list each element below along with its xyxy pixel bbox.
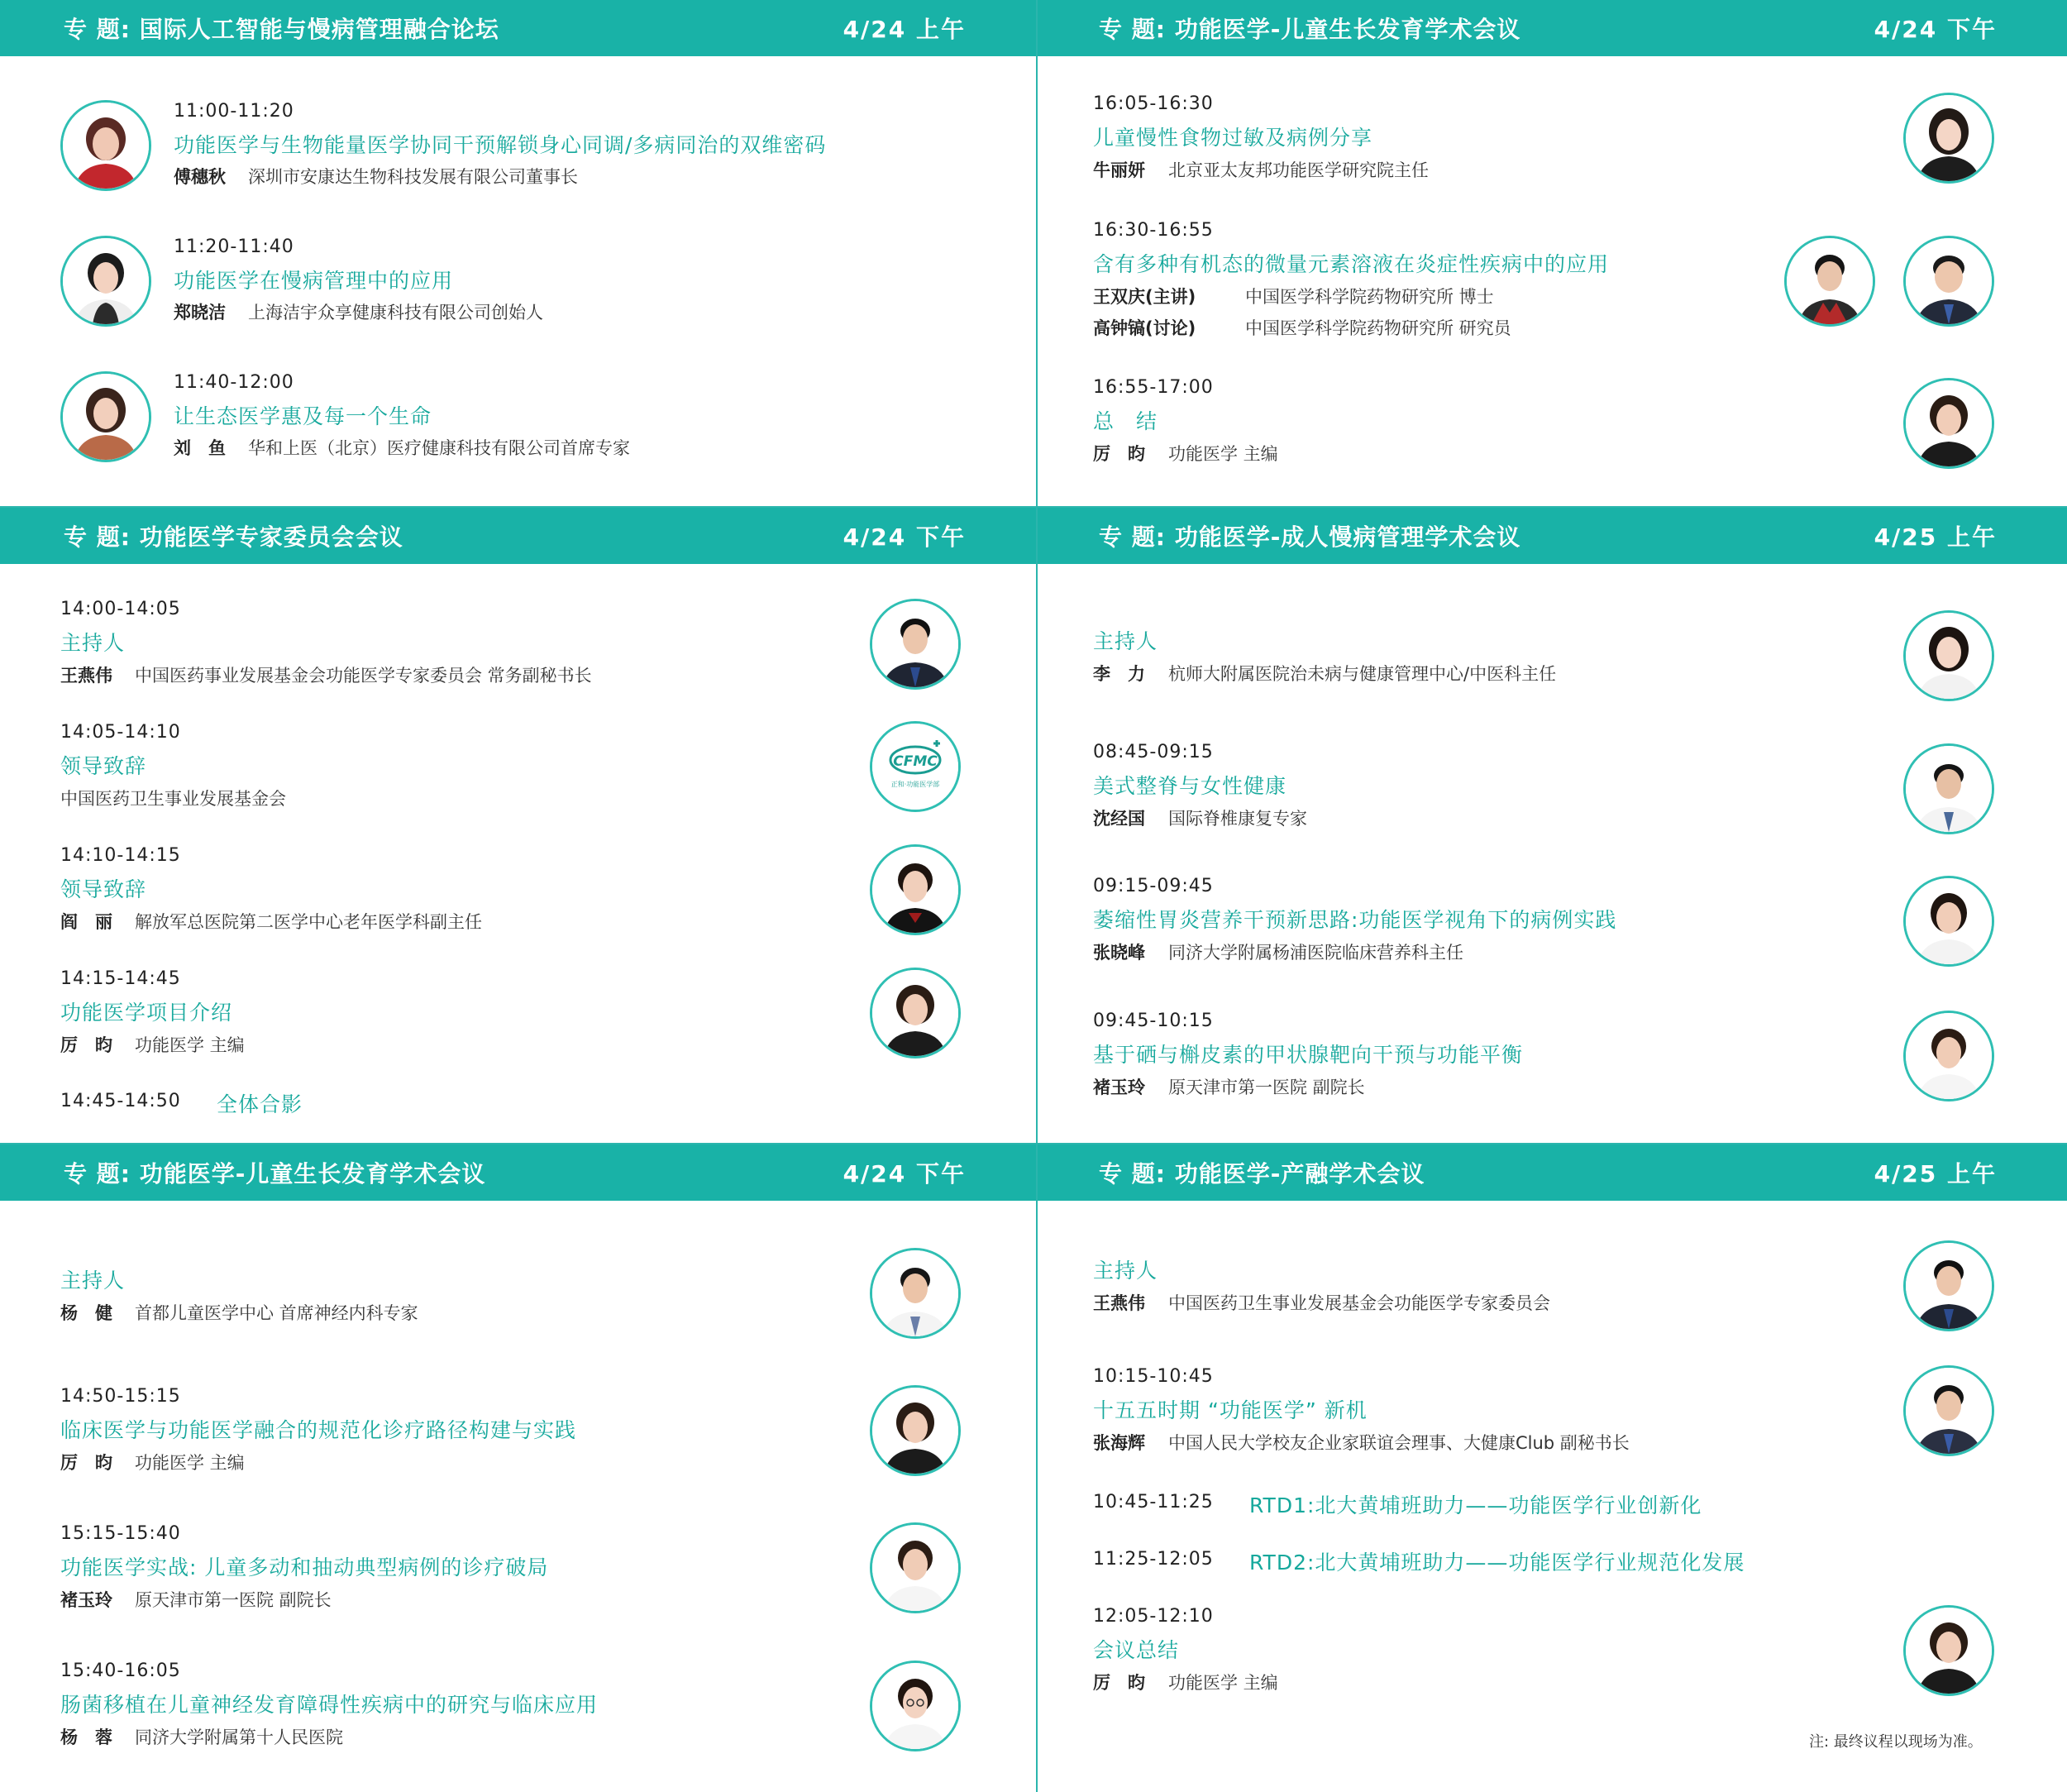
speaker-title: 中国医药事业发展基金会功能医学专家委员会 常务副秘书长 [135, 666, 592, 686]
speaker-title: 功能医学 主编 [135, 1453, 245, 1473]
session-time: 14:45-14:50 [60, 1091, 181, 1111]
panel-title: 专 题: 功能医学专家委员会会议 [64, 523, 403, 551]
center-divider [1036, 0, 1038, 1792]
speaker-name: 张海辉 [1093, 1433, 1145, 1453]
speaker-avatar [1784, 236, 1875, 327]
speaker-title: 原天津市第一医院 副院长 [1168, 1078, 1365, 1097]
session-topic: 功能医学在慢病管理中的应用 [174, 269, 454, 293]
session-topic: 主持人 [1093, 1259, 1158, 1283]
session-topic: 基于硒与槲皮素的甲状腺靶向干预与功能平衡 [1093, 1043, 1524, 1067]
speaker-title: 解放军总医院第二医学中心老年医学科副主任 [135, 912, 482, 932]
session-time: 15:40-16:05 [60, 1661, 181, 1681]
speaker-avatar [870, 1522, 961, 1613]
panel-title: 专 题: 功能医学-成人慢病管理学术会议 [1099, 523, 1521, 551]
session-time: 11:40-12:00 [174, 372, 294, 393]
session-topic: 含有多种有机态的微量元素溶液在炎症性疾病中的应用 [1093, 252, 1610, 276]
speaker-name: 厉 昀 [60, 1453, 112, 1473]
panel-date: 4/24 下午 [843, 523, 966, 551]
session-topic: 功能医学实战: 儿童多动和抽动典型病例的诊疗破局 [60, 1555, 549, 1579]
session-topic: 主持人 [60, 631, 126, 655]
speaker-name: 王燕伟 [60, 666, 112, 686]
speaker-name: 厉 昀 [1093, 1673, 1145, 1693]
speaker-title: 华和上医（北京）医疗健康科技有限公司首席专家 [248, 438, 630, 458]
speaker-title: 中国医学科学院药物研究所 研究员 [1245, 318, 1511, 338]
speaker-name: 阎 丽 [60, 912, 112, 932]
session-topic: 让生态医学惠及每一个生命 [174, 404, 432, 428]
speaker-name: 王双庆(主讲) [1093, 287, 1196, 307]
speaker-avatar [60, 100, 151, 191]
speaker-title: 中国医学科学院药物研究所 博士 [1245, 287, 1494, 307]
speaker-title: 上海洁宇众享健康科技有限公司创始人 [248, 303, 543, 323]
speaker-avatar [1903, 1011, 1994, 1101]
speaker-avatar [1903, 610, 1994, 701]
session-time: 10:15-10:45 [1093, 1366, 1214, 1387]
speaker-avatar [870, 1385, 961, 1476]
speaker-title: 北京亚太友邦功能医学研究院主任 [1168, 160, 1429, 180]
speaker-title: 中国人民大学校友企业家联谊会理事、大健康Club 副秘书长 [1168, 1433, 1630, 1453]
session-time: 16:05-16:30 [1093, 93, 1214, 114]
session-topic: 总 结 [1093, 409, 1158, 433]
session-time: 14:50-15:15 [60, 1386, 181, 1407]
speaker-name: 张晓峰 [1093, 943, 1145, 963]
speaker-name: 杨 蓉 [60, 1727, 112, 1747]
session-time: 16:30-16:55 [1093, 220, 1214, 241]
speaker-avatar [1903, 236, 1994, 327]
speaker-title: 中国医药卫生事业发展基金会功能医学专家委员会 [1168, 1293, 1550, 1313]
speaker-title: 同济大学附属第十人民医院 [135, 1727, 343, 1747]
session-topic: 美式整脊与女性健康 [1093, 774, 1287, 798]
session-time: 15:15-15:40 [60, 1523, 181, 1544]
panel-date: 4/25 上午 [1874, 1160, 1997, 1187]
speaker-name: 牛丽妍 [1093, 160, 1145, 180]
organization-name: 中国医药卫生事业发展基金会 [60, 789, 286, 809]
session-time: 10:45-11:25 [1093, 1492, 1214, 1512]
speaker-name: 郑晓洁 [174, 303, 226, 323]
panel-header-child-growth-2 [0, 1144, 1036, 1201]
session-topic: 萎缩性胃炎营养干预新思路:功能医学视角下的病例实践 [1093, 908, 1617, 932]
session-time: 16:55-17:00 [1093, 377, 1214, 398]
speaker-avatar [1903, 93, 1994, 184]
session-time: 14:10-14:15 [60, 845, 181, 866]
panel-header-child-growth [1038, 0, 2067, 56]
logo-subtitle: 正和·功能医学部 [890, 781, 940, 788]
speaker-avatar [60, 236, 151, 327]
speaker-name: 杨 健 [60, 1303, 112, 1323]
speaker-avatar [870, 1248, 961, 1339]
speaker-name: 厉 昀 [60, 1035, 112, 1055]
speaker-name: 傅穗秋 [174, 167, 226, 187]
panel-title: 专 题: 功能医学-产融学术会议 [1099, 1160, 1425, 1187]
panel-header-forum [0, 0, 1036, 56]
speaker-name: 王燕伟 [1093, 1293, 1145, 1313]
session-time: 09:15-09:45 [1093, 876, 1214, 896]
speaker-title: 深圳市安康达生物科技发展有限公司董事长 [248, 167, 578, 187]
cfmc-logo [870, 721, 961, 812]
session-time: 14:00-14:05 [60, 599, 181, 619]
session-time: 11:00-11:20 [174, 101, 294, 122]
panel-header-industry [1038, 1144, 2067, 1201]
session-topic: 肠菌移植在儿童神经发育障碍性疾病中的研究与临床应用 [60, 1693, 599, 1717]
session-time: 09:45-10:15 [1093, 1011, 1214, 1031]
panel-title: 专 题: 国际人工智能与慢病管理融合论坛 [64, 16, 499, 43]
session-topic: 主持人 [1093, 629, 1158, 653]
footnote: 注: 最终议程以现场为准。 [1809, 1733, 1983, 1751]
session-topic: RTD2:北大黄埔班助力——功能医学行业规范化发展 [1249, 1551, 1745, 1575]
session-time: 14:15-14:45 [60, 968, 181, 989]
speaker-title: 功能医学 主编 [1168, 444, 1278, 464]
session-topic: 主持人 [60, 1269, 126, 1293]
panel-date: 4/24 下午 [843, 1160, 966, 1187]
speaker-avatar [870, 968, 961, 1058]
panel-title: 专 题: 功能医学-儿童生长发育学术会议 [64, 1160, 486, 1187]
session-time: 14:05-14:10 [60, 722, 181, 743]
speaker-name: 厉 昀 [1093, 444, 1145, 464]
session-topic: RTD1:北大黄埔班助力——功能医学行业创新化 [1249, 1493, 1702, 1517]
speaker-name: 刘 鱼 [174, 438, 226, 458]
speaker-title: 杭师大附属医院治未病与健康管理中心/中医科主任 [1168, 664, 1557, 684]
session-time: 08:45-09:15 [1093, 742, 1214, 762]
speaker-title: 功能医学 主编 [1168, 1673, 1278, 1693]
speaker-name: 褚玉玲 [60, 1590, 112, 1610]
panel-header-expert-committee [0, 508, 1036, 564]
session-topic: 十五五时期 “功能医学” 新机 [1093, 1398, 1368, 1422]
session-topic: 功能医学与生物能量医学协同干预解锁身心同调/多病同治的双维密码 [174, 133, 827, 157]
speaker-title: 功能医学 主编 [135, 1035, 245, 1055]
speaker-name: 李 力 [1093, 664, 1145, 684]
panel-date: 4/24 下午 [1874, 16, 1997, 43]
session-topic: 儿童慢性食物过敏及病例分享 [1093, 126, 1373, 150]
panel-title: 专 题: 功能医学-儿童生长发育学术会议 [1099, 16, 1521, 43]
speaker-avatar [1903, 378, 1994, 469]
session-topic: 全体合影 [217, 1092, 303, 1116]
speaker-avatar [1903, 743, 1994, 834]
session-topic: 会议总结 [1093, 1638, 1180, 1662]
session-topic: 临床医学与功能医学融合的规范化诊疗路径构建与实践 [60, 1418, 577, 1442]
speaker-avatar [1903, 1240, 1994, 1331]
speaker-avatar [870, 599, 961, 690]
speaker-avatar [870, 1661, 961, 1751]
panel-date: 4/25 上午 [1874, 523, 1997, 551]
speaker-name: 褚玉玲 [1093, 1078, 1145, 1097]
session-topic: 领导致辞 [60, 754, 147, 778]
speaker-title: 同济大学附属杨浦医院临床营养科主任 [1168, 943, 1463, 963]
speaker-avatar [60, 371, 151, 462]
session-time: 11:25-12:05 [1093, 1549, 1214, 1570]
speaker-name: 高钟镐(讨论) [1093, 318, 1196, 338]
logo-text: CFMC [893, 753, 938, 770]
session-time: 11:20-11:40 [174, 237, 294, 257]
panel-date: 4/24 上午 [843, 16, 966, 43]
speaker-avatar [1903, 1365, 1994, 1456]
speaker-avatar [870, 844, 961, 935]
speaker-title: 国际脊椎康复专家 [1168, 809, 1307, 829]
session-topic: 功能医学项目介绍 [60, 1001, 233, 1025]
session-topic: 领导致辞 [60, 877, 147, 901]
speaker-title: 首都儿童医学中心 首席神经内科专家 [135, 1303, 418, 1323]
panel-header-adult-chronic [1038, 508, 2067, 564]
session-time: 12:05-12:10 [1093, 1606, 1214, 1627]
speaker-avatar [1903, 1605, 1994, 1696]
speaker-avatar [1903, 876, 1994, 967]
speaker-name: 沈经国 [1093, 809, 1145, 829]
speaker-title: 原天津市第一医院 副院长 [135, 1590, 332, 1610]
